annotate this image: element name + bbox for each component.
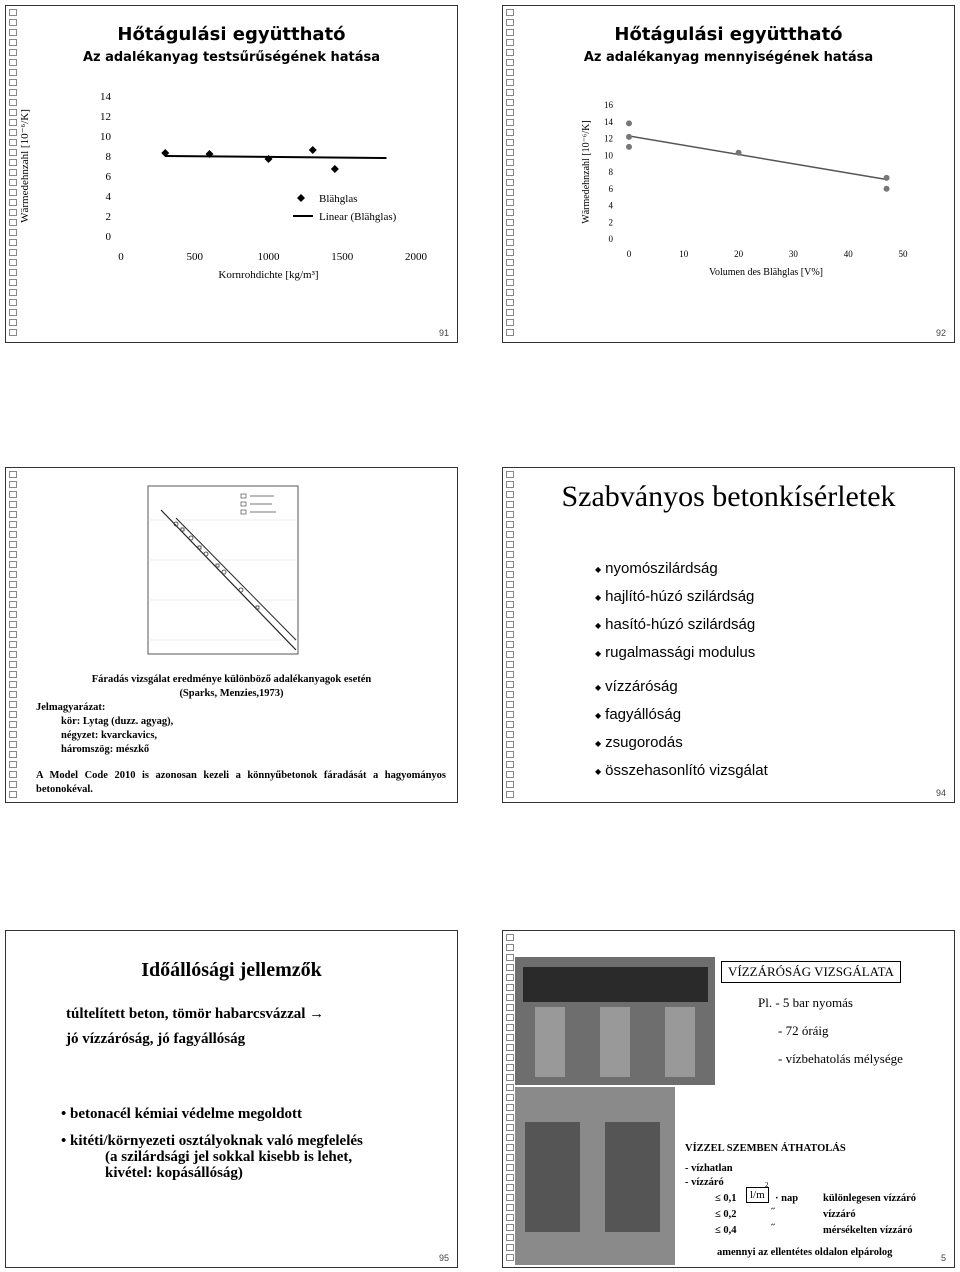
y-tick-label: 10: [100, 131, 111, 143]
y-tick-label: 16: [604, 100, 613, 110]
stripe-box: [506, 1224, 514, 1231]
stripe-box: [506, 9, 514, 16]
stripe-box: [506, 1154, 514, 1161]
text-line: jó vízzáróság, jó fagyállóság: [66, 1031, 246, 1047]
data-point: [884, 186, 890, 192]
x-tick-label: 10: [679, 249, 689, 259]
stripe-box: [506, 299, 514, 306]
y-tick-label: 8: [105, 151, 111, 163]
stripe-box: [9, 521, 17, 528]
y-axis-label: Wärmedehnzahl [10⁻⁶/K]: [581, 120, 592, 224]
stripe-box: [506, 934, 514, 941]
slide-subtitle: Az adalékanyag testsűrűségének hatása: [82, 50, 381, 65]
stripe-box: [506, 1214, 514, 1221]
stripe-box: [506, 721, 514, 728]
ditto-mark: ˝: [771, 1205, 775, 1219]
list-item: ◆ hasító-húzó szilárdság: [595, 616, 755, 633]
example-line: Pl. - 5 bar nyomás: [758, 995, 853, 1010]
stripe-box: [506, 521, 514, 528]
stripe-box: [9, 9, 17, 16]
stripe-box: [506, 189, 514, 196]
page-number: 95: [438, 1253, 449, 1263]
stripe-box: [506, 229, 514, 236]
stripe-box: [9, 79, 17, 86]
data-point: [736, 150, 742, 156]
y-tick-label: 4: [105, 191, 111, 203]
stripe-box: [9, 491, 17, 498]
stripe-box: [9, 69, 17, 76]
x-tick-label: 500: [186, 251, 203, 263]
legend-circle: kör: Lytag (duzz. agyag),: [61, 716, 174, 727]
stripe-box: [506, 169, 514, 176]
stripe-box: [9, 781, 17, 788]
x-tick-label: 50: [898, 249, 908, 259]
class-row: - vízhatlan: [685, 1163, 733, 1174]
stripe-box: [506, 1254, 514, 1261]
list-item: ◆ fagyállóság: [595, 706, 681, 723]
stripe-box: [9, 551, 17, 558]
stripe-box: [506, 1014, 514, 1021]
stripe-box: [506, 259, 514, 266]
stripe-box: [506, 1124, 514, 1131]
stripe-box: [9, 319, 17, 326]
y-tick-label: 6: [105, 171, 111, 183]
note-text: A Model Code 2010 is azonosan kezeli a könnyűbetonok fáradását a hagyományos betonokéval.: [36, 770, 446, 795]
class-label: vízzáró: [823, 1209, 856, 1220]
stripe-box: [506, 974, 514, 981]
stripe-box: [506, 531, 514, 538]
figure-source: (Sparks, Menzies,1973): [179, 688, 284, 699]
stripe-box: [506, 1004, 514, 1011]
list-item: ◆ zsugorodás: [595, 734, 683, 751]
test-rig-photo-2: [515, 1087, 675, 1265]
stripe-box: [506, 781, 514, 788]
stripe-box: [506, 1084, 514, 1091]
stripe-box: [506, 661, 514, 668]
footnote: amennyi az ellentétes oldalon elpárolog: [717, 1247, 893, 1258]
example-line: - 72 óráig: [778, 1023, 829, 1038]
stripe-box: [506, 561, 514, 568]
text-line: túltelített beton, tömör habarcsvázzal →: [66, 1006, 325, 1022]
stripe-box: [506, 691, 514, 698]
table-heading: VÍZZEL SZEMBEN ÁTHATOLÁS: [685, 1143, 846, 1154]
stripe-box: [9, 541, 17, 548]
page-number: 5: [940, 1253, 946, 1263]
stripe-box: [9, 581, 17, 588]
stripe-box: [506, 1234, 514, 1241]
stripe-box: [506, 1194, 514, 1201]
stripe-box: [506, 79, 514, 86]
stripe-box: [9, 751, 17, 758]
stripe-box: [506, 741, 514, 748]
stripe-box: [506, 1174, 514, 1181]
class-label: különlegesen vízzáró: [823, 1193, 917, 1204]
stripe-box: [506, 761, 514, 768]
stripe-box: [9, 329, 17, 336]
stripe-box: [506, 269, 514, 276]
slide-subtitle: Az adalékanyag mennyiségének hatása: [583, 50, 874, 65]
stripe-box: [506, 159, 514, 166]
section-heading: VÍZZÁRÓSÁG VIZSGÁLATA: [721, 961, 901, 983]
slide-margin-stripe: [6, 468, 20, 802]
stripe-box: [9, 531, 17, 538]
slide-96: [502, 930, 955, 1268]
stripe-box: [506, 89, 514, 96]
y-tick-label: 12: [100, 111, 111, 123]
stripe-box: [9, 771, 17, 778]
stripe-box: [9, 471, 17, 478]
legend-label: Linear (Blähglas): [319, 211, 397, 223]
data-point: [331, 165, 339, 173]
data-point: [626, 134, 632, 140]
stripe-box: [506, 1104, 514, 1111]
y-tick-label: 2: [105, 211, 111, 223]
data-point: [626, 144, 632, 150]
stripe-box: [506, 1094, 514, 1101]
stripe-box: [506, 541, 514, 548]
stripe-box: [506, 69, 514, 76]
stripe-box: [506, 631, 514, 638]
x-tick-label: 1500: [331, 251, 354, 263]
page-number: 92: [935, 328, 946, 338]
y-tick-label: 14: [100, 91, 111, 103]
y-tick-label: 4: [608, 200, 613, 211]
stripe-box: [9, 481, 17, 488]
stripe-box: [506, 309, 514, 316]
stripe-box: [506, 954, 514, 961]
stripe-box: [506, 289, 514, 296]
list-item: ◆ nyomószilárdság: [595, 560, 718, 577]
stripe-box: [506, 139, 514, 146]
page-number: 91: [438, 328, 449, 338]
legend-marker: [297, 194, 305, 202]
slide-92: [502, 5, 955, 343]
trend-line: [165, 156, 386, 158]
stripe-box: [9, 721, 17, 728]
data-point: [884, 175, 890, 181]
stripe-box: [9, 791, 17, 798]
stripe-box: [506, 701, 514, 708]
stripe-box: [506, 641, 514, 648]
limit-value: ≤ 0,2: [715, 1209, 737, 1220]
x-tick-label: 40: [843, 249, 853, 259]
stripe-box: [506, 109, 514, 116]
stripe-box: [9, 641, 17, 648]
stripe-box: [9, 561, 17, 568]
y-tick-label: 0: [608, 234, 613, 244]
legend-square: négyzet: kvarckavics,: [61, 730, 158, 741]
stripe-box: [506, 1044, 514, 1051]
list-item: ◆ rugalmassági modulus: [595, 644, 755, 661]
stripe-box: [506, 771, 514, 778]
density-chart: [16, 86, 456, 306]
stripe-box: [506, 199, 514, 206]
slide-title: Szabványos betonkísérletek: [561, 480, 896, 513]
x-axis-label: Kornrohdichte [kg/m³]: [218, 269, 319, 281]
example-line: - vízbehatolás mélysége: [778, 1051, 903, 1066]
stripe-box: [506, 671, 514, 678]
y-tick-label: 6: [608, 183, 613, 194]
stripe-box: [9, 601, 17, 608]
stripe-box: [506, 179, 514, 186]
data-point: [309, 146, 317, 154]
stripe-box: [506, 1064, 514, 1071]
legend-triangle: háromszög: mészkő: [61, 744, 150, 755]
y-tick-label: 8: [608, 167, 613, 177]
y-axis-label: Wärmedehnzahl [10⁻⁶/K]: [19, 109, 31, 223]
slide-title: Hőtágulási együttható: [117, 24, 346, 45]
stripe-box: [506, 621, 514, 628]
stripe-box: [506, 1114, 514, 1121]
stripe-box: [506, 209, 514, 216]
slide-margin-stripe: [503, 468, 517, 802]
stripe-box: [506, 1244, 514, 1251]
limit-value: ≤ 0,4: [715, 1225, 737, 1236]
stripe-box: [506, 1204, 514, 1211]
legend-label: Blähglas: [319, 193, 358, 205]
stripe-box: [506, 791, 514, 798]
unit-day: · nap: [775, 1193, 799, 1204]
y-tick-label: 12: [604, 133, 613, 144]
unit-sup: 2: [765, 1181, 769, 1189]
stripe-box: [506, 149, 514, 156]
data-point: [626, 120, 632, 126]
stripe-box: [506, 319, 514, 326]
stripe-box: [506, 611, 514, 618]
x-tick-label: 30: [788, 249, 798, 259]
stripe-box: [506, 551, 514, 558]
y-tick-label: 2: [608, 217, 613, 228]
stripe-box: [506, 731, 514, 738]
stripe-box: [9, 711, 17, 718]
stripe-box: [506, 571, 514, 578]
legend-title: Jelmagyarázat:: [36, 702, 106, 713]
class-label: mérsékelten vízzáró: [823, 1225, 913, 1236]
stripe-box: [506, 984, 514, 991]
stripe-box: [9, 761, 17, 768]
stripe-box: [506, 1144, 514, 1151]
stripe-box: [506, 1034, 514, 1041]
bullet-2: • kitéti/környezeti osztályoknak való megfelelés (a szilárdsági jel sokkal kisebb is lehet, kivétel: kopásállóság): [61, 1133, 363, 1181]
stripe-box: [9, 731, 17, 738]
slide-title: Hőtágulási együttható: [614, 24, 843, 45]
y-tick-label: 0: [105, 231, 111, 243]
x-tick-label: 0: [118, 251, 124, 263]
figure-caption: Fáradás vizsgálat eredménye különböző adalékanyagok esetén: [91, 674, 372, 685]
class-row: - vízzáró: [685, 1177, 724, 1188]
stripe-box: [506, 1184, 514, 1191]
stripe-box: [506, 1134, 514, 1141]
stripe-box: [506, 964, 514, 971]
stripe-box: [9, 621, 17, 628]
stripe-box: [506, 279, 514, 286]
stripe-box: [506, 591, 514, 598]
stripe-box: [9, 701, 17, 708]
stripe-box: [9, 511, 17, 518]
stripe-box: [9, 741, 17, 748]
x-tick-label: 0: [626, 249, 632, 259]
stripe-box: [506, 119, 514, 126]
stripe-box: [506, 471, 514, 478]
y-tick-label: 10: [604, 150, 613, 161]
stripe-box: [9, 631, 17, 638]
trend-line: [629, 136, 887, 180]
stripe-box: [9, 591, 17, 598]
slide-94: [502, 467, 955, 803]
stripe-box: [506, 239, 514, 246]
stripe-box: [506, 99, 514, 106]
stripe-box: [9, 611, 17, 618]
bullet-1: • betonacél kémiai védelme megoldott: [61, 1106, 303, 1122]
stripe-box: [9, 661, 17, 668]
stripe-box: [506, 129, 514, 136]
page-number: 94: [935, 788, 946, 798]
stripe-box: [506, 581, 514, 588]
stripe-box: [506, 994, 514, 1001]
slide-title: Időállósági jellemzők: [141, 959, 322, 981]
ditto-mark: ˝: [771, 1221, 775, 1235]
stripe-box: [506, 651, 514, 658]
stripe-box: [506, 601, 514, 608]
stripe-box: [506, 219, 514, 226]
x-tick-label: 2000: [405, 251, 427, 263]
fatigue-figure: [136, 480, 306, 670]
limit-value: ≤ 0,1: [715, 1193, 737, 1204]
stripe-box: [9, 501, 17, 508]
slide-95: [5, 930, 458, 1268]
y-tick-label: 14: [604, 116, 613, 127]
stripe-box: [506, 1074, 514, 1081]
stripe-box: [506, 1054, 514, 1061]
slide-93: [5, 467, 458, 803]
x-tick-label: 1000: [257, 251, 280, 263]
stripe-box: [506, 944, 514, 951]
stripe-box: [9, 651, 17, 658]
x-tick-label: 20: [734, 249, 744, 259]
test-rig-photo: [515, 957, 715, 1085]
x-axis-label: Volumen des Blähglas [V%]: [709, 267, 823, 278]
stripe-box: [506, 681, 514, 688]
stripe-box: [506, 1164, 514, 1171]
slide-91: [5, 5, 458, 343]
stripe-box: [506, 249, 514, 256]
stripe-box: [9, 309, 17, 316]
stripe-box: [9, 571, 17, 578]
list-item: ◆ összehasonlító vizsgálat: [595, 762, 768, 779]
list-item: ◆ hajlító-húzó szilárdság: [595, 588, 754, 605]
stripe-box: [506, 1024, 514, 1031]
unit-box: l/m: [746, 1187, 769, 1203]
volume-chart: [519, 91, 949, 291]
list-item: ◆ vízzáróság: [595, 678, 678, 695]
stripe-box: [506, 329, 514, 336]
stripe-box: [506, 751, 514, 758]
stripe-box: [506, 711, 514, 718]
